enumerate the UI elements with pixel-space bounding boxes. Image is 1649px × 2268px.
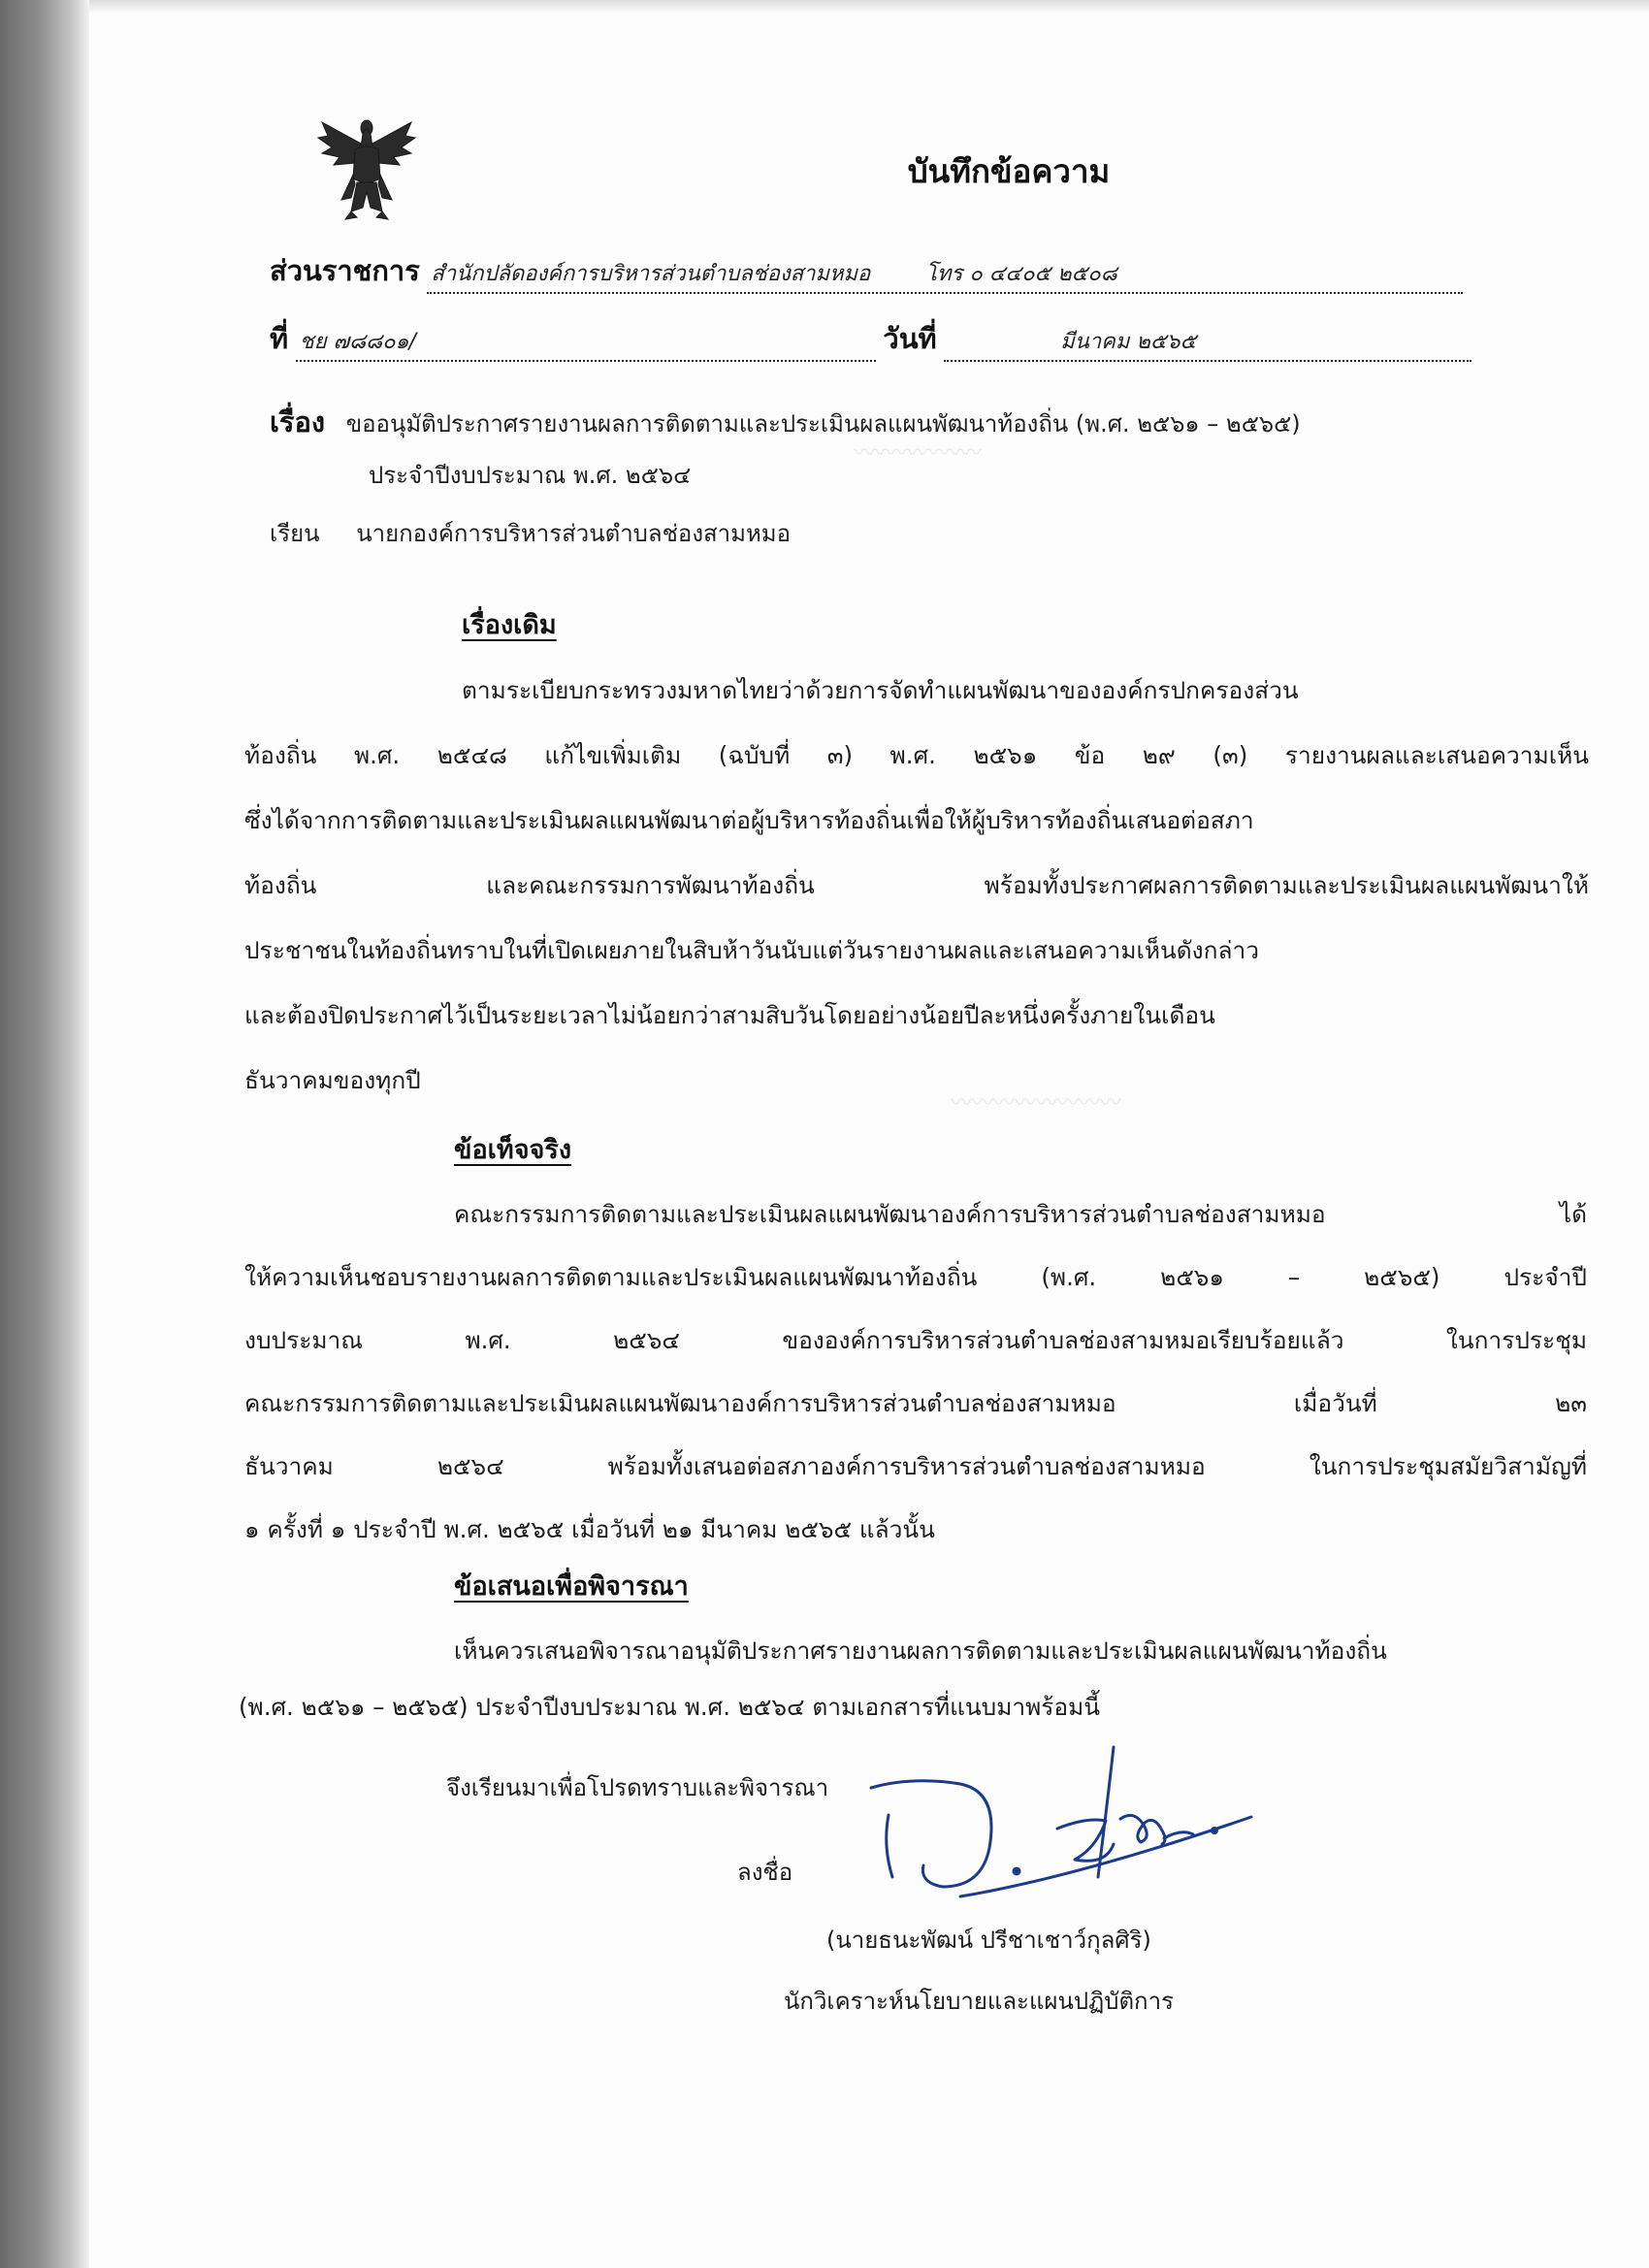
para-line: ท้องถิ่น พ.ศ. ๒๕๔๘ แก้ไขเพิ่มเติม (ฉบับที่ ๓) พ.ศ. ๒๕๖๑ ข้อ ๒๙ (๓) รายงานผลและเสนอความเห็น — [244, 741, 1589, 769]
para-line: ซึ่งได้จากการติดตามและประเมินผลแผนพัฒนาต่อผู้บริหารท้องถิ่นเพื่อให้ผู้บริหารท้องถิ่นเสนอต่อสภา — [244, 806, 1254, 834]
bleed-through-text: 〰〰〰〰〰〰 — [854, 441, 983, 466]
para-line: ให้ความเห็นชอบรายงานผลการติดตามและประเมินผลแผนพัฒนาท้องถิ่น (พ.ศ. ๒๕๖๑ – ๒๕๖๕) ประจำปี — [244, 1263, 1587, 1291]
para-line: ตามระเบียบกระทรวงมหาดไทยว่าด้วยการจัดทำแผนพัฒนาขององค์กรปกครองส่วน — [462, 676, 1299, 704]
para-line: ธันวาคม ๒๕๖๔ พร้อมทั้งเสนอต่อสภาองค์การบริหารส่วนตำบลช่องสามหมอ ในการประชุมสมัยวิสามัญที่ — [244, 1452, 1587, 1480]
para-line: งบประมาณ พ.ศ. ๒๕๖๔ ขององค์การบริหารส่วนตำบลช่องสามหมอเรียบร้อยแล้ว ในการประชุม — [244, 1326, 1587, 1354]
garuda-emblem-icon — [312, 114, 421, 221]
para-line: ธันวาคมของทุกปี — [244, 1066, 421, 1094]
to-row — [270, 514, 791, 552]
phone-number: โทร ๐ ๔๔๐๕ ๒๕๐๘ — [925, 262, 1117, 286]
sign-label: ลงชื่อ — [737, 1859, 793, 1886]
date-text: มีนาคม ๒๕๖๕ — [1060, 330, 1197, 354]
para-line: (พ.ศ. ๒๕๖๑ – ๒๕๖๕) ประจำปีงบประมาณ พ.ศ. ๒๕๖๔ ตามเอกสารที่แนบมาพร้อมนี้ — [239, 1693, 1101, 1721]
bleed-through-text: 〰〰〰〰〰〰〰〰 — [951, 1091, 1122, 1116]
agency-value — [427, 256, 1463, 294]
subject-line-1: ขออนุมัติประกาศรายงานผลการติดตามและประเมินผลแผนพัฒนาท้องถิ่น (พ.ศ. ๒๕๖๑ – ๒๕๖๕) — [345, 410, 1301, 437]
section-heading-proposal: ข้อเสนอเพื่อพิจารณา — [454, 1571, 689, 1602]
para-line: ท้องถิ่น และคณะกรรมการพัฒนาท้องถิ่น พร้อมทั้งประกาศผลการติดตามและประเมินผลแผนพัฒนาให้ — [244, 871, 1589, 899]
section-heading-facts: ข้อเท็จจริง — [454, 1135, 572, 1165]
signer-name: (นายธนะพัฒน์ ปรีชาเชาว์กุลศิริ) — [826, 1927, 1151, 1954]
signer-position: นักวิเคราะห์นโยบายและแผนปฏิบัติการ — [784, 1988, 1174, 2015]
agency-row — [270, 248, 1463, 294]
ref-label: ที่ — [270, 322, 289, 355]
agency-name: สำนักปลัดองค์การบริหารส่วนตำบลช่องสามหมอ — [431, 262, 871, 286]
scan-top-edge — [89, 0, 1649, 14]
section-heading-background: เรื่องเดิม — [462, 610, 557, 640]
para-line: และต้องปิดประกาศไว้เป็นระยะเวลาไม่น้อยกว่าสามสิบวันโดยอย่างน้อยปีละหนึ่งครั้งภายในเดือน — [244, 1001, 1215, 1029]
agency-label: ส่วนราชการ — [270, 254, 420, 287]
date-label: วันที่ — [883, 322, 937, 355]
subject-row — [270, 400, 1301, 444]
ref-value: ชย ๗๘๘๐๑/ — [296, 324, 876, 362]
subject-label: เรื่อง — [270, 405, 326, 438]
reference-row — [270, 316, 1471, 362]
date-value — [944, 324, 1471, 362]
para-line: คณะกรรมการติดตามและประเมินผลแผนพัฒนาองค์การบริหารส่วนตำบลช่องสามหมอ ได้ — [454, 1200, 1587, 1228]
to-label: เรียน — [270, 520, 320, 547]
para-line: ๑ ครั้งที่ ๑ ประจำปี พ.ศ. ๒๕๖๕ เมื่อวันที่ ๒๑ มีนาคม ๒๕๖๕ แล้วนั้น — [244, 1515, 935, 1543]
closing-line: จึงเรียนมาเพื่อโปรดทราบและพิจารณา — [446, 1774, 829, 1801]
para-line: เห็นควรเสนอพิจารณาอนุมัติประกาศรายงานผลการติดตามและประเมินผลแผนพัฒนาท้องถิ่น — [454, 1636, 1387, 1665]
subject-line-2: ประจำปีงบประมาณ พ.ศ. ๒๕๖๔ — [369, 462, 692, 489]
handwritten-signature — [854, 1741, 1261, 1911]
para-line: ประชาชนในท้องถิ่นทราบในที่เปิดเผยภายในสิบห้าวันนับแต่วันรายงานผลและเสนอความเห็นดังกล่าว — [244, 936, 1259, 964]
to-value: นายกองค์การบริหารส่วนตำบลช่องสามหมอ — [356, 520, 792, 547]
page-title: บันทึกข้อความ — [907, 152, 1111, 190]
scan-shadow-edge — [0, 0, 89, 2268]
para-line: คณะกรรมการติดตามและประเมินผลแผนพัฒนาองค์การบริหารส่วนตำบลช่องสามหมอ เมื่อวันที่ ๒๓ — [244, 1389, 1587, 1417]
